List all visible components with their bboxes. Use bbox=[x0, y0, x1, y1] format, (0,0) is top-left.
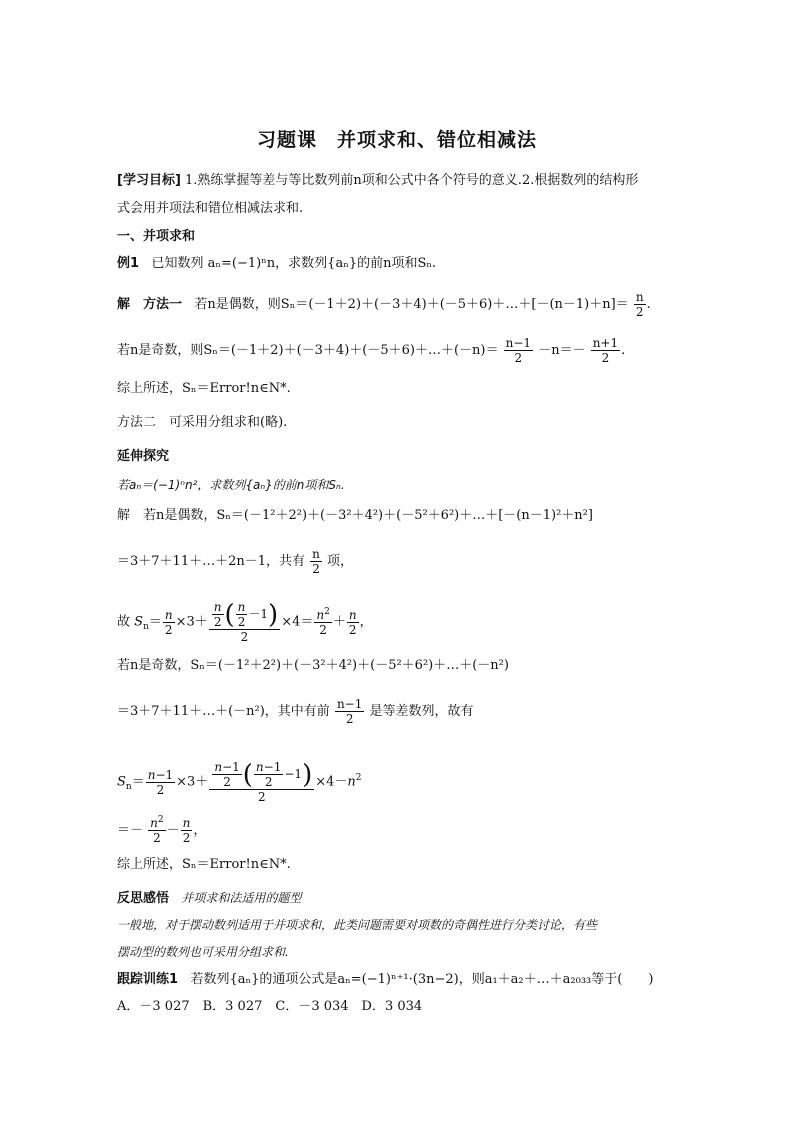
frac-den: 2 bbox=[514, 351, 523, 365]
practice-options: A．－3 027 B．3 027 C．－3 034 D．3 034 bbox=[117, 999, 423, 1014]
odd-mid-text: －n＝－ bbox=[538, 343, 586, 358]
even-formula: 故 $S_n=$ $\frac{n}{2}$ ×3＋ $\frac{n}{2}$ ( $\frac{n}{2}$ －1) 2 ×4＝ $\frac{n^2}{2}$ ＋ $\frac{n}{2}$ ， bbox=[117, 599, 373, 644]
solution-label: 解 方法一 bbox=[117, 297, 183, 312]
section-heading: 一、并项求和 bbox=[117, 229, 196, 244]
extend-even-line: 解 若n是偶数，Sₙ＝(－1²＋2²)＋(－3²＋4²)＋(－5²＋6²)＋…＋[－(n－1)²＋n²] bbox=[117, 508, 593, 523]
method-2: 方法二 可采用分组求和(略). bbox=[117, 415, 288, 430]
learning-goal bbox=[117, 173, 638, 189]
example-label: 例1 bbox=[117, 256, 140, 271]
goal-text-1: 1.熟练掌握等差与等比数列前n项和公式中各个符号的意义.2.根据数列的结构形 bbox=[185, 173, 639, 188]
even-result-fraction bbox=[634, 290, 646, 319]
reflect-header bbox=[117, 890, 301, 907]
frac-num: n−1 bbox=[505, 336, 532, 350]
final-prefix: ＝－ bbox=[117, 823, 144, 838]
summary-2: 综上所述，Sₙ＝Error!n∈N*. bbox=[117, 857, 291, 872]
odd-formula: $S_n=$ $\frac{n-1}{2}$ ×3＋ $\frac{n-1}{2}$ ( $\frac{n-1}{2}$ −1) 2 $\times 4-n^2$ bbox=[117, 759, 362, 804]
extend-odd-line: 若n是奇数，Sₙ＝(－1²＋2²)＋(－3²＋4²)＋(－5²＋6²)＋…＋(－n²) bbox=[117, 658, 509, 673]
reflect-body-1: 一般地，对于摆动数列适用于并项求和，此类问题需要对项数的奇偶性进行分类讨论，有些 bbox=[117, 918, 598, 932]
reflect-body-2: 摆动型的数列也可采用分组求和. bbox=[117, 945, 289, 959]
frac-den: 2 bbox=[345, 712, 354, 726]
sum-line-text: ＝3＋7＋11＋…＋2n－1，共有 bbox=[117, 554, 305, 569]
even-case-text: 若n是偶数，则Sₙ＝(－1＋2)＋(－3＋4)＋(－5＋6)＋…＋[－(n－1)＋n]＝ bbox=[194, 297, 629, 312]
gu-label: 故 bbox=[117, 614, 131, 630]
odd-sum-tail: 是等差数列，故有 bbox=[369, 704, 474, 719]
extend-label: 延伸探究 bbox=[117, 449, 170, 464]
odd-sum-line bbox=[117, 697, 474, 726]
compound-fraction-odd: $\frac{n-1}{2}$ ( $\frac{n-1}{2}$ −1) 2 bbox=[209, 760, 314, 804]
example-formula: aₙ=(−1)ⁿn，求数列{aₙ}的前n项和Sₙ. bbox=[207, 256, 437, 271]
even-case-line: 解 方法一 若n是偶数，则Sₙ＝(－1＋2)＋(－3＋4)＋(－5＋6)＋…＋[－(n－1)＋n]＝ $\frac{n}{2}$ . bbox=[117, 290, 651, 319]
frac-den: 2 bbox=[312, 562, 320, 576]
frac-num: n+1 bbox=[592, 336, 619, 350]
compound-fraction: $\frac{n}{2}$ ( $\frac{n}{2}$ －1) 2 bbox=[209, 600, 280, 644]
practice-label: 跟踪训练1 bbox=[117, 972, 179, 987]
odd-fraction-1 bbox=[504, 336, 533, 365]
odd-case-text: 若n是奇数，则Sₙ＝(－1＋2)＋(－3＋4)＋(－5＋6)＋…＋(－n)＝ bbox=[117, 343, 499, 358]
summary-1: 综上所述，Sₙ＝Error!n∈N*. bbox=[117, 381, 291, 396]
odd-fraction-2 bbox=[591, 336, 620, 365]
frac-num: n bbox=[635, 290, 644, 304]
sum-tail: 项， bbox=[327, 554, 354, 569]
odd-sum-text: ＝3＋7＋11＋…＋(－n²)，其中有前 bbox=[117, 704, 330, 719]
practice-question bbox=[117, 972, 653, 988]
frac-num: n bbox=[312, 547, 320, 561]
example-prompt-text: 已知数列 bbox=[151, 256, 204, 271]
frac-den: 2 bbox=[601, 351, 610, 365]
goal-text-2: 式会用并项法和错位相减法求和. bbox=[117, 201, 304, 216]
odd-final-line: ＝－ $\frac{n^2}{2}$ － $\frac{n}{2}$ ， bbox=[117, 815, 207, 845]
sum-fraction bbox=[310, 547, 322, 576]
frac-num: n−1 bbox=[336, 697, 363, 711]
sum-line bbox=[117, 547, 353, 576]
odd-case-line: 若n是奇数，则Sₙ＝(－1＋2)＋(－3＋4)＋(－5＋6)＋…＋(－n)＝ $\frac{n-1}{2}$ －n＝－ $\frac{n+1}{2}$ . bbox=[117, 336, 626, 365]
goal-tag: [学习目标] bbox=[117, 173, 181, 188]
reflect-label: 反思感悟 bbox=[117, 891, 170, 906]
page-title: 习题课 并项求和、错位相减法 bbox=[256, 129, 537, 151]
frac-den: 2 bbox=[635, 305, 644, 319]
reflect-heading: 并项求和法适用的题型 bbox=[181, 891, 302, 905]
example-1-prompt bbox=[117, 256, 436, 272]
practice-question-text: 若数列{aₙ}的通项公式是aₙ=(−1)ⁿ⁺¹·(3n−2)，则a₁＋a₂＋…＋a₂₀₃₃等于( ) bbox=[190, 972, 654, 987]
odd-sum-fraction bbox=[335, 697, 364, 726]
extend-problem: 若aₙ＝(−1)ⁿn²，求数列{aₙ}的前n项和Sₙ. bbox=[117, 478, 345, 492]
